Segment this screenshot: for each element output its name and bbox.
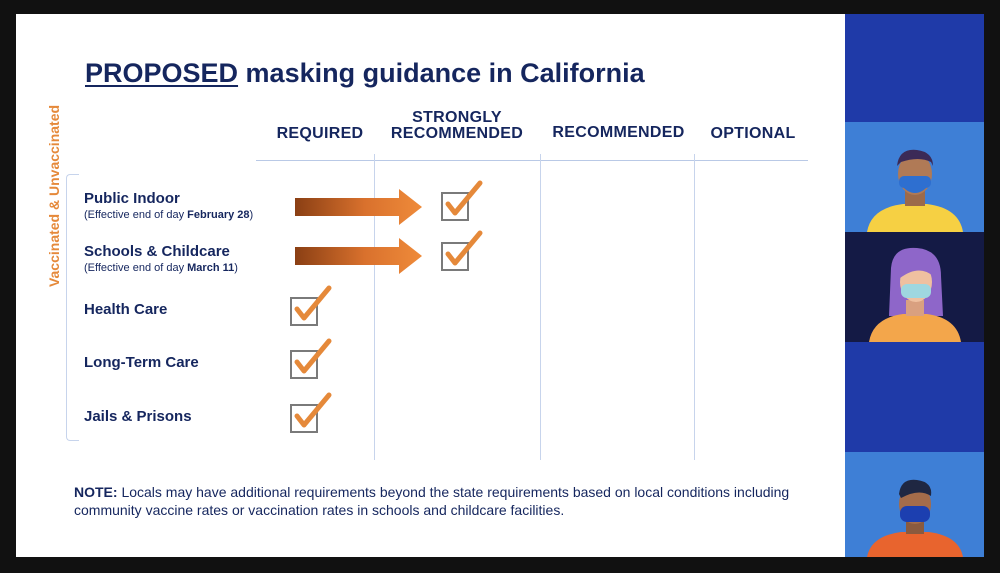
row-label-schools-childcare: Schools & Childcare [84,243,230,260]
participant-tile-1 [845,122,984,232]
checkbox-checked-icon [289,285,335,329]
checkbox-checked-icon [440,230,486,274]
header-divider [256,160,808,161]
row-sub-suffix: ) [249,209,254,221]
row-sub-date: February 28 [187,209,250,221]
row-sub-public-indoor [84,209,253,221]
note-label: NOTE: [74,484,118,500]
tile-background [845,14,984,122]
row-label-long-term-care: Long-Term Care [84,354,199,371]
right-arrow-icon [295,188,425,226]
column-header-strongly-line1: STRONGLY [412,109,502,126]
group-bracket [66,174,79,441]
right-arrow-icon [295,237,425,275]
row-sub-suffix: ) [234,262,238,274]
masked-person-avatar-icon [845,232,984,342]
note-text: Locals may have additional requirements beyond the state requirements based on local conditions including community vaccine rates or vaccination rates in schools and childcare facilities. [74,484,790,518]
column-header-required: REQUIRED [276,125,364,142]
row-label-health-care: Health Care [84,301,168,318]
tile-background [845,342,984,452]
footnote [74,483,834,519]
group-label: Vaccinated & Unvaccinated [46,104,62,288]
title-highlight: PROPOSED [85,58,239,88]
participant-tile-empty [845,14,984,122]
row-sub-date: March 11 [187,262,235,274]
checkbox-checked-icon [289,338,335,382]
participant-tile-empty [845,342,984,452]
column-header-strongly-recommended [382,110,532,142]
title-rest: masking guidance in California [238,58,645,88]
row-label-public-indoor: Public Indoor [84,190,180,207]
masked-person-avatar-icon [845,452,984,557]
row-sub-schools-childcare [84,262,238,274]
masked-person-avatar-icon [845,122,984,232]
participant-tile-3 [845,452,984,557]
row-sub-prefix: (Effective end of day [84,262,188,274]
checkbox-checked-icon [289,392,335,436]
participant-panel [845,14,984,557]
column-divider-2 [540,154,541,460]
participant-tile-2 [845,232,984,342]
column-header-strongly-line2: RECOMMENDED [390,125,524,142]
slide [16,14,845,557]
slide-title [85,58,645,89]
column-divider-3 [694,154,695,460]
row-sub-prefix: (Effective end of day [84,209,188,221]
column-header-optional: OPTIONAL [710,125,796,142]
checkbox-checked-icon [440,180,486,224]
row-label-jails-prisons: Jails & Prisons [84,408,192,425]
column-header-recommended: RECOMMENDED [552,124,685,141]
